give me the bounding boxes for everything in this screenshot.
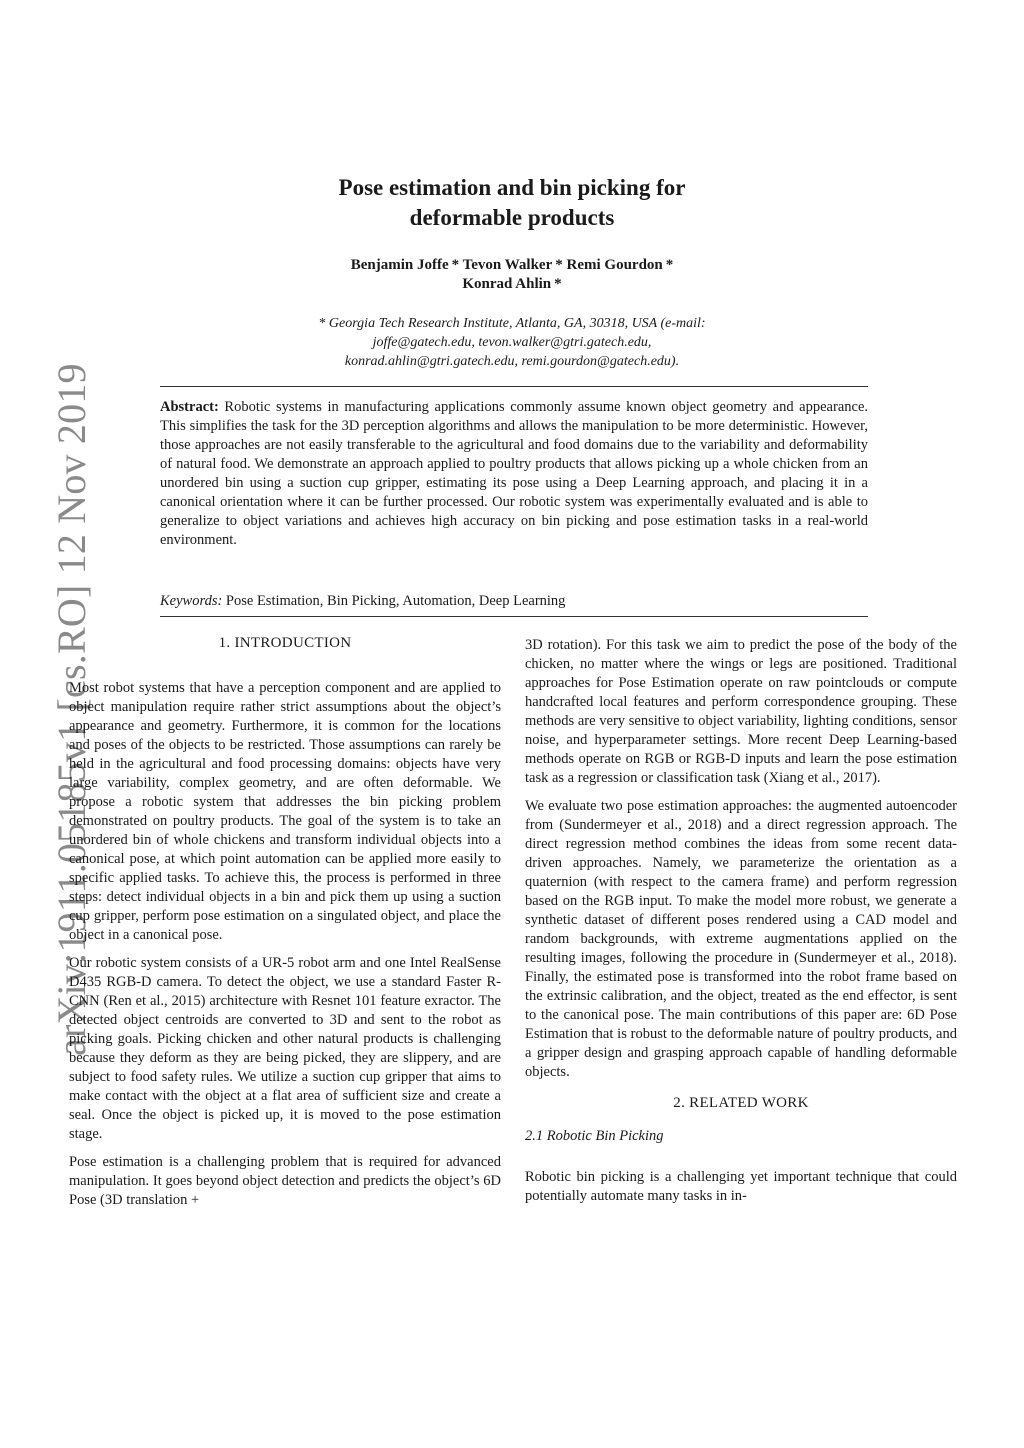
subsection-heading-bin-picking: 2.1 Robotic Bin Picking [525,1128,664,1144]
authors-line-1: Benjamin Joffe * Tevon Walker * Remi Gourdon * [350,257,674,273]
affiliation-line-2: joffe@gatech.edu, tevon.walker@gtri.gatech.edu, [372,335,652,350]
arxiv-identifier: arXiv:1911.05185v1 [cs.RO] 12 Nov 2019 [49,363,94,1056]
affiliation-line-3: konrad.ahlin@gtri.gatech.edu, remi.gourdon@gatech.edu). [344,354,680,369]
paragraph: Pose estimation is a challenging problem that is required for advanced manipulation. It goes beyond object detection and predicts the object’s 6D Pose (3D translation + [69,1154,501,1208]
left-column [69,634,501,1219]
keywords [160,592,868,611]
paper-title [212,173,812,233]
abstract-text: Robotic systems in manufacturing applications commonly assume known object geometry and appearance. This simplifies the task for the 3D perception algorithms and allows the manipulation to be more deterministic. However, those approaches are not easily transferable to the agricultural and food domains due to the variability and deformability of natural food. We demonstrate an approach applied to poultry products that allows picking up a whole chicken from an unordered bin using a suction cup gripper, estimating its pose using a Deep Learning approach, and placing it in a canonical orientation where it can be further processed. Our robotic system was experimentally evaluated and is able to generalize to object variations and achieves high accuracy on bin picking and pose estimation tasks in a real-world environment. [160,399,869,548]
paragraph: Our robotic system consists of a UR-5 robot arm and one Intel RealSense D435 RGB-D camera. To detect the object, we use a standard Faster R-CNN (Ren et al., 2015) architecture with Resnet 101 feature exractor. The detected object centroids are converted to 3D and sent to the robot as picking goals. Picking chicken and other natural products is challenging because they deform as they are being picked, they are slippery, and are subject to food safety rules. We utilize a suction cup gripper that aims to make contact with the object at a flat area of sufficient size and create a seal. Once the object is picked up, it is moved to the pose estimation stage. [69,955,501,1142]
paragraph: Robotic bin picking is a challenging yet important technique that could potentially automate many tasks in in- [525,1169,957,1204]
authors-line-2: Konrad Ahlin * [462,276,562,292]
title-line-2: deformable products [409,205,615,230]
affiliation [212,314,812,371]
keywords-label: Keywords: [160,593,223,609]
right-column [525,636,957,1215]
section-heading-related-work: 2. RELATED WORK [673,1095,809,1111]
section-heading-introduction: 1. INTRODUCTION [218,635,352,651]
abstract-top-rule [160,386,868,387]
affiliation-line-1: * Georgia Tech Research Institute, Atlanta, GA, 30318, USA (e-mail: [318,316,706,331]
abstract [160,398,868,550]
paragraph: We evaluate two pose estimation approaches: the augmented autoencoder from (Sundermeyer et al., 2018) and a direct regression approach. The direct regression method combines the ideas from some recent data-driven approaches. Namely, we parameterize the orientation as a quaternion (with respect to the camera frame) and perform regression based on the RGB input. To make the model more robust, we generate a synthetic dataset of different poses rendered using a CAD model and random backgrounds, with extreme augmentations applied on the resulting images, following the procedure in (Sundermeyer et al., 2018). Finally, the estimated pose is transformed into the robot frame based on the extrinsic calibration, and the object, treated as the end effector, is sent to the canonical pose. The main contributions of this paper are: 6D Pose Estimation that is robust to the deformable nature of poultry products, and a gripper design and grasping approach capable of handling deformable objects. [525,798,957,1080]
title-line-1: Pose estimation and bin picking for [338,175,686,200]
keywords-text: Pose Estimation, Bin Picking, Automation, Deep Learning [225,593,566,609]
abstract-bottom-rule [160,616,868,617]
paragraph: Most robot systems that have a perception component and are applied to object manipulation require rather strict assumptions about the object’s appearance and geometry. Furthermore, it is common for the locations and poses of the objects to be restricted. Those assumptions can rarely be held in the agricultural and food processing domains: objects have very large variability, complex geometry, and are often deformable. We propose a robotic system that addresses the bin picking problem demonstrated on poultry products. The goal of the system is to take an unordered bin of whole chickens and transform individual objects into a canonical pose, at which point automation can be applied more easily to specific applied tasks. To achieve this, the process is performed in three steps: detect individual objects in a bin and pick them up using a suction cup gripper, perform pose estimation on a singulated object, and place the object in a canonical pose. [69,680,501,943]
abstract-label: Abstract: [160,399,219,415]
paragraph: 3D rotation). For this task we aim to predict the pose of the body of the chicken, no matter where the wings or legs are positioned. Traditional approaches for Pose Estimation operate on raw pointclouds or compute handcrafted local features and perform correspondence grouping. These methods are very sensitive to object variability, lighting conditions, sensor noise, and hyperparameter settings. More recent Deep Learning-based methods operate on RGB or RGB-D inputs and learn the pose estimation task as a regression or classification task (Xiang et al., 2017). [525,637,957,786]
author-list [212,256,812,294]
